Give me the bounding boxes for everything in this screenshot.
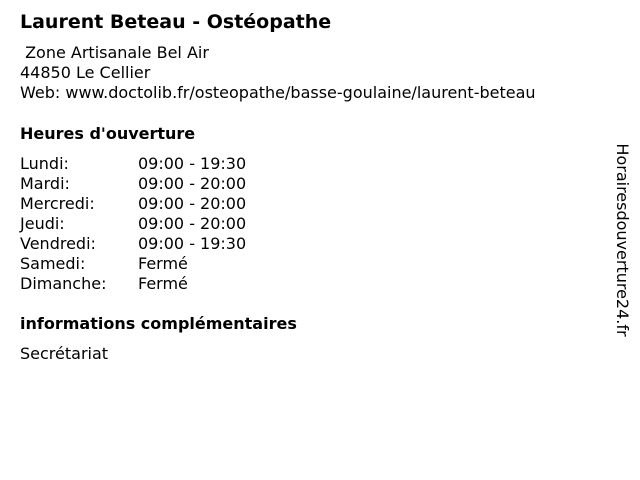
additional-info-text: Secrétariat — [20, 344, 109, 363]
address-block — [20, 43, 600, 103]
day-label: Jeudi: — [20, 214, 65, 233]
day-hours: 09:00 - 20:00 — [138, 174, 247, 193]
hours-row-thursday — [20, 214, 600, 234]
day-hours: 09:00 - 19:30 — [138, 234, 247, 253]
hours-row-tuesday — [20, 174, 600, 194]
opening-hours-heading: Heures d'ouverture — [20, 124, 196, 143]
day-label: Mardi: — [20, 174, 70, 193]
opening-hours-table — [20, 154, 600, 294]
day-hours: Fermé — [138, 274, 188, 293]
site-watermark: Horairesdouverture24.fr — [613, 143, 632, 337]
hours-row-wednesday — [20, 194, 600, 214]
day-hours: 09:00 - 20:00 — [138, 194, 247, 213]
day-label: Vendredi: — [20, 234, 96, 253]
day-label: Samedi: — [20, 254, 86, 273]
day-label: Mercredi: — [20, 194, 95, 213]
hours-row-saturday — [20, 254, 600, 274]
day-hours: 09:00 - 19:30 — [138, 154, 247, 173]
address-street: Zone Artisanale Bel Air — [20, 43, 209, 62]
day-label: Lundi: — [20, 154, 69, 173]
hours-row-friday — [20, 234, 600, 254]
day-hours: 09:00 - 20:00 — [138, 214, 247, 233]
additional-info-heading: informations complémentaires — [20, 314, 297, 333]
address-city: 44850 Le Cellier — [20, 63, 151, 82]
business-name: Laurent Beteau - Ostéopathe — [20, 11, 332, 33]
day-label: Dimanche: — [20, 274, 107, 293]
business-card — [20, 10, 600, 364]
day-hours: Fermé — [138, 254, 188, 273]
website-line: Web: www.doctolib.fr/osteopathe/basse-goulaine/laurent-beteau — [20, 83, 536, 102]
hours-row-monday — [20, 154, 600, 174]
hours-row-sunday — [20, 274, 600, 294]
